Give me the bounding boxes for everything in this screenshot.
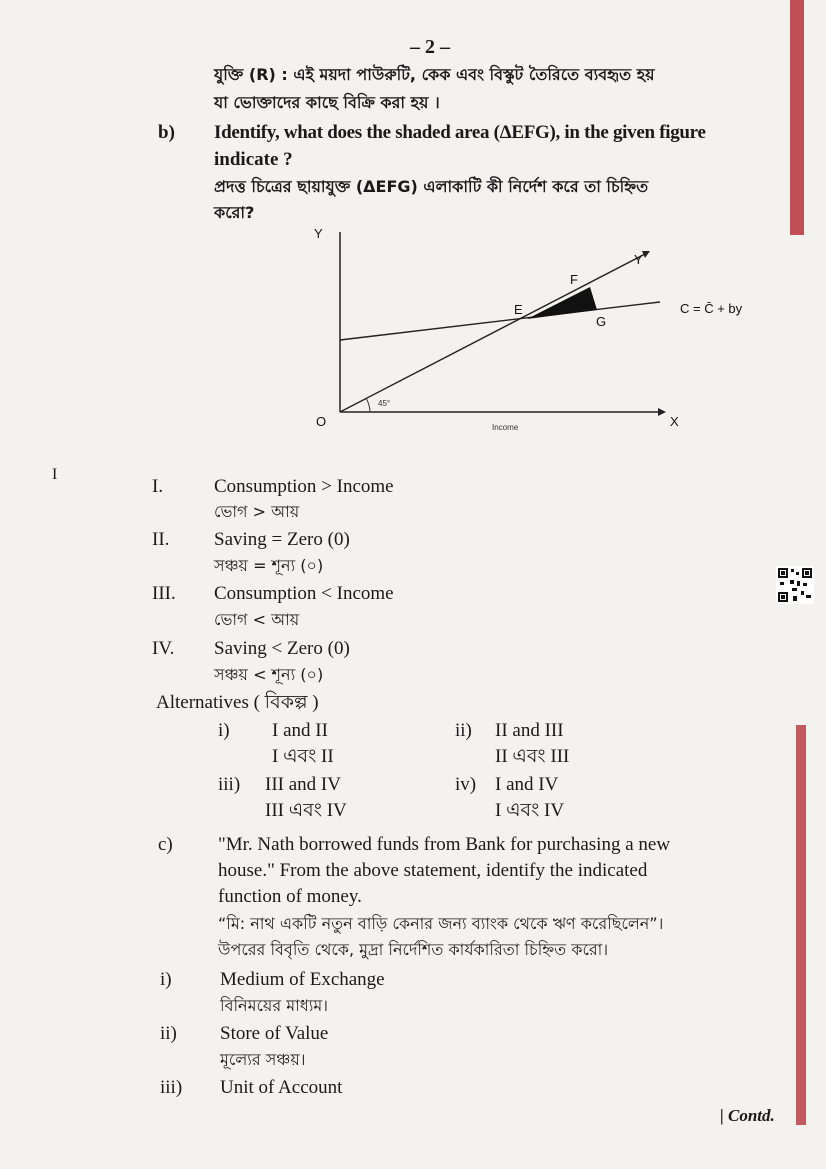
income-line-label: Y <box>634 252 643 267</box>
statement-2-num: II. <box>152 529 170 550</box>
option-c2-bn: মূল্যের সঞ্চয়। <box>220 1050 306 1069</box>
income-45-line <box>340 254 645 412</box>
alternative-1-en: I and II <box>272 720 328 741</box>
question-c-bn-line-2: উপরের বিবৃতি থেকে, মুদ্রা নির্দেশিত কার্যকারিতা চিহ্নিত করো। <box>218 940 609 959</box>
question-c-label: c) <box>158 834 173 855</box>
consumption-line <box>340 302 660 340</box>
angle-label: 45° <box>378 399 391 408</box>
statement-3-num: III. <box>152 583 176 604</box>
statement-4-num: IV. <box>152 638 175 659</box>
option-c1-bn: বিনিময়ের মাধ্যম। <box>220 996 328 1015</box>
alternative-4-en: I and IV <box>495 774 559 795</box>
alternative-2-num: ii) <box>455 720 472 741</box>
reason-line-2: যা ভোক্তাদের কাছে বিক্রি করা হয় । <box>214 93 440 112</box>
statement-1-bn: ভোগ > আয় <box>214 502 300 521</box>
statement-4-en: Saving < Zero (0) <box>214 638 350 659</box>
question-b-en-line-2: indicate ? <box>214 149 293 170</box>
option-c3-en: Unit of Account <box>220 1077 343 1098</box>
reason-line-1: যুক্তি (R) : এই ময়দা পাউরুটি, কেক এবং বিস্কুট তৈরিতে ব্যবহৃত হয় <box>214 65 655 84</box>
statement-2-bn: সঞ্চয় = শূন্য (০) <box>214 556 324 575</box>
qr-code <box>776 566 814 604</box>
alternative-2-en: II and III <box>495 720 564 741</box>
alternative-4-num: iv) <box>455 774 477 795</box>
page-edge-strip-bottom <box>796 725 806 1125</box>
statement-2-en: Saving = Zero (0) <box>214 529 350 550</box>
y-axis-label: Y <box>314 226 323 241</box>
alternative-2-bn: II এবং III <box>495 746 570 767</box>
question-b-bn-line-1: প্রদত্ত চিত্রের ছায়াযুক্ত (ΔEFG) এলাকাটি কী নির্দেশ করে তা চিহ্নিত <box>214 177 649 196</box>
option-c1-en: Medium of Exchange <box>220 969 385 990</box>
question-c-bn-line-1: “মি: নাথ একটি নতুন বাড়ি কেনার জন্য ব্যাংক থেকে ঋণ করেছিলেন”। <box>218 914 664 933</box>
alternative-3-en: III and IV <box>265 774 341 795</box>
alternative-1-num: i) <box>218 720 230 741</box>
shaded-area-efg <box>527 287 597 319</box>
alternatives-title: Alternatives ( বিকল্প ) <box>156 692 319 713</box>
statement-3-en: Consumption < Income <box>214 583 394 604</box>
alternative-4-bn: I এবং IV <box>495 800 565 821</box>
x-axis-arrow <box>658 408 666 416</box>
question-b-bn-line-2: করো? <box>214 203 255 222</box>
point-g-label: G <box>596 314 607 329</box>
consumption-function-label: C = C̄ + by <box>680 301 743 316</box>
margin-mark: I <box>52 466 58 483</box>
alternative-3-bn: III এবং IV <box>265 800 347 821</box>
alternative-1-bn: I এবং II <box>272 746 334 767</box>
option-c3-num: iii) <box>160 1077 183 1098</box>
question-c-en-line-1: "Mr. Nath borrowed funds from Bank for purchasing a new <box>218 834 671 855</box>
consumption-function-graph <box>300 220 780 440</box>
statement-1-en: Consumption > Income <box>214 476 394 497</box>
income-axis-title: Income <box>492 423 519 432</box>
graph-svg <box>300 220 780 440</box>
alternative-3-num: iii) <box>218 774 241 795</box>
point-e-label: E <box>514 302 523 317</box>
question-b-en-line-1: Identify, what does the shaded area (ΔEFG), in the given figure <box>214 122 706 143</box>
question-c-en-line-2: house." From the above statement, identify the indicated <box>218 860 648 881</box>
angle-arc <box>366 398 370 412</box>
statement-1-num: I. <box>152 476 164 497</box>
x-axis-label: X <box>670 414 679 429</box>
question-c-en-line-3: function of money. <box>218 886 362 907</box>
statement-3-bn: ভোগ < আয় <box>214 610 300 629</box>
question-b-label: b) <box>158 122 175 143</box>
option-c1-num: i) <box>160 969 172 990</box>
statement-4-bn: সঞ্চয় < শূন্য (০) <box>214 665 324 684</box>
continued-marker: | Contd. <box>720 1106 775 1125</box>
page-number: – 2 – <box>410 36 450 58</box>
origin-label: O <box>316 414 327 429</box>
option-c2-num: ii) <box>160 1023 177 1044</box>
page-edge-strip-top <box>790 0 804 235</box>
point-f-label: F <box>570 272 578 287</box>
option-c2-en: Store of Value <box>220 1023 329 1044</box>
